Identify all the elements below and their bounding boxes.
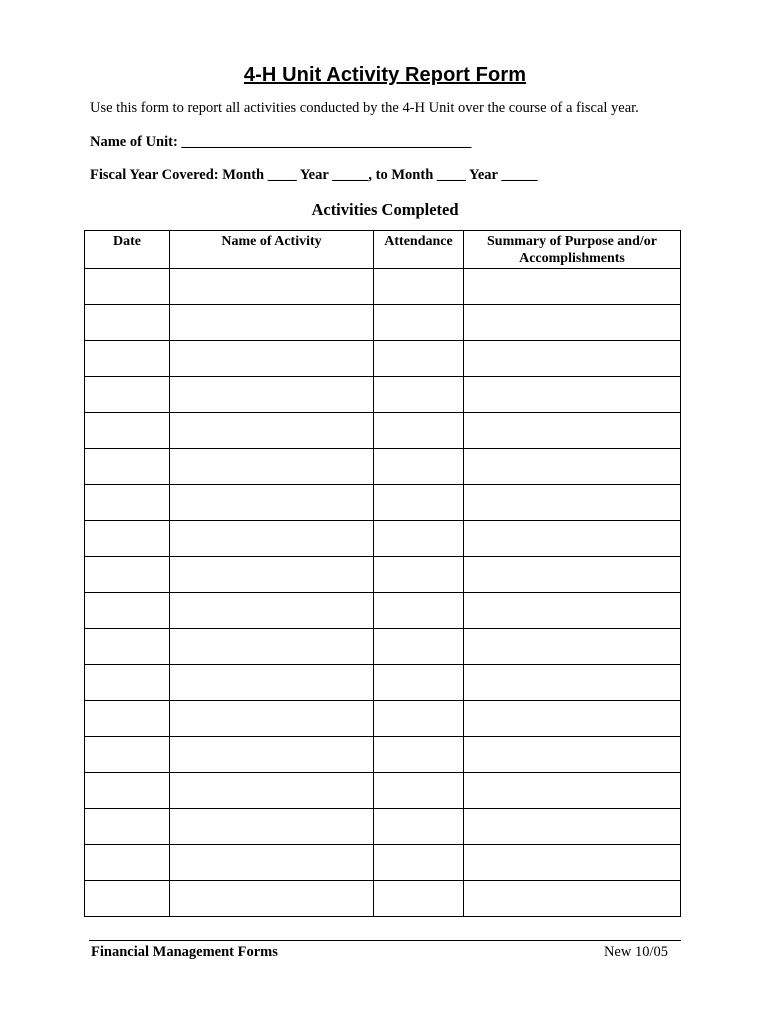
attendance-cell[interactable] (374, 845, 464, 881)
attendance-cell[interactable] (374, 593, 464, 629)
table-row (85, 485, 681, 521)
summary-cell[interactable] (464, 557, 681, 593)
attendance-cell[interactable] (374, 809, 464, 845)
date-cell[interactable] (85, 413, 170, 449)
attendance-cell[interactable] (374, 341, 464, 377)
attendance-cell[interactable] (374, 701, 464, 737)
summary-cell[interactable] (464, 377, 681, 413)
activity-name-cell[interactable] (170, 305, 374, 341)
activity-name-cell[interactable] (170, 413, 374, 449)
date-cell[interactable] (85, 269, 170, 305)
table-body (85, 269, 681, 917)
table-header-row (85, 231, 681, 269)
activity-name-column-header: Name of Activity (170, 231, 374, 269)
date-column-header: Date (85, 231, 170, 269)
table-row (85, 701, 681, 737)
activity-name-cell[interactable] (170, 377, 374, 413)
table-row (85, 269, 681, 305)
date-cell[interactable] (85, 521, 170, 557)
summary-cell[interactable] (464, 845, 681, 881)
activity-name-cell[interactable] (170, 881, 374, 917)
summary-cell[interactable] (464, 629, 681, 665)
table-row (85, 737, 681, 773)
activities-table (84, 230, 681, 917)
date-cell[interactable] (85, 665, 170, 701)
table-row (85, 557, 681, 593)
table-row (85, 413, 681, 449)
attendance-cell[interactable] (374, 521, 464, 557)
table-row (85, 341, 681, 377)
attendance-cell[interactable] (374, 629, 464, 665)
summary-cell[interactable] (464, 809, 681, 845)
date-cell[interactable] (85, 845, 170, 881)
activity-name-cell[interactable] (170, 557, 374, 593)
date-cell[interactable] (85, 773, 170, 809)
date-cell[interactable] (85, 629, 170, 665)
summary-cell[interactable] (464, 665, 681, 701)
activity-name-cell[interactable] (170, 341, 374, 377)
footer-divider (89, 940, 681, 941)
summary-cell[interactable] (464, 773, 681, 809)
form-title: 4-H Unit Activity Report Form (243, 64, 527, 86)
table-row (85, 773, 681, 809)
date-cell[interactable] (85, 557, 170, 593)
section-heading: Activities Completed (311, 200, 459, 219)
table-row (85, 305, 681, 341)
activity-name-cell[interactable] (170, 593, 374, 629)
attendance-cell[interactable] (374, 557, 464, 593)
date-cell[interactable] (85, 881, 170, 917)
footer-revision: New 10/05 (603, 944, 668, 960)
summary-column-header: Summary of Purpose and/or Accomplishments (464, 231, 681, 269)
date-cell[interactable] (85, 809, 170, 845)
table-row (85, 449, 681, 485)
attendance-cell[interactable] (374, 485, 464, 521)
summary-cell[interactable] (464, 521, 681, 557)
activity-name-cell[interactable] (170, 737, 374, 773)
summary-cell[interactable] (464, 737, 681, 773)
table-row (85, 629, 681, 665)
attendance-cell[interactable] (374, 413, 464, 449)
activity-name-cell[interactable] (170, 845, 374, 881)
attendance-cell[interactable] (374, 377, 464, 413)
summary-cell[interactable] (464, 341, 681, 377)
summary-cell[interactable] (464, 881, 681, 917)
date-cell[interactable] (85, 737, 170, 773)
attendance-cell[interactable] (374, 665, 464, 701)
attendance-cell[interactable] (374, 449, 464, 485)
activity-name-cell[interactable] (170, 269, 374, 305)
date-cell[interactable] (85, 701, 170, 737)
summary-cell[interactable] (464, 413, 681, 449)
date-cell[interactable] (85, 305, 170, 341)
form-instructions: Use this form to report all activities conducted by the 4-H Unit over the course of a fiscal year. (90, 100, 639, 116)
table-row (85, 881, 681, 917)
attendance-cell[interactable] (374, 881, 464, 917)
unit-name-field[interactable]: Name of Unit: ________________________________________ (90, 134, 472, 150)
attendance-column-header: Attendance (374, 231, 464, 269)
attendance-cell[interactable] (374, 269, 464, 305)
activity-name-cell[interactable] (170, 701, 374, 737)
summary-cell[interactable] (464, 305, 681, 341)
summary-cell[interactable] (464, 269, 681, 305)
activity-name-cell[interactable] (170, 809, 374, 845)
attendance-cell[interactable] (374, 773, 464, 809)
table-row (85, 809, 681, 845)
date-cell[interactable] (85, 593, 170, 629)
footer-form-series: Financial Management Forms (91, 944, 278, 960)
activity-name-cell[interactable] (170, 629, 374, 665)
table-row (85, 377, 681, 413)
table-row (85, 845, 681, 881)
date-cell[interactable] (85, 377, 170, 413)
fiscal-year-field[interactable]: Fiscal Year Covered: Month ____ Year _____, to Month ____ Year _____ (90, 167, 538, 183)
attendance-cell[interactable] (374, 737, 464, 773)
activity-name-cell[interactable] (170, 521, 374, 557)
summary-cell[interactable] (464, 485, 681, 521)
date-cell[interactable] (85, 341, 170, 377)
activity-name-cell[interactable] (170, 485, 374, 521)
summary-cell[interactable] (464, 449, 681, 485)
table-row (85, 593, 681, 629)
table-row (85, 521, 681, 557)
summary-cell[interactable] (464, 593, 681, 629)
attendance-cell[interactable] (374, 305, 464, 341)
summary-cell[interactable] (464, 701, 681, 737)
activity-name-cell[interactable] (170, 773, 374, 809)
activity-name-cell[interactable] (170, 449, 374, 485)
table-row (85, 665, 681, 701)
activity-name-cell[interactable] (170, 665, 374, 701)
date-cell[interactable] (85, 485, 170, 521)
date-cell[interactable] (85, 449, 170, 485)
